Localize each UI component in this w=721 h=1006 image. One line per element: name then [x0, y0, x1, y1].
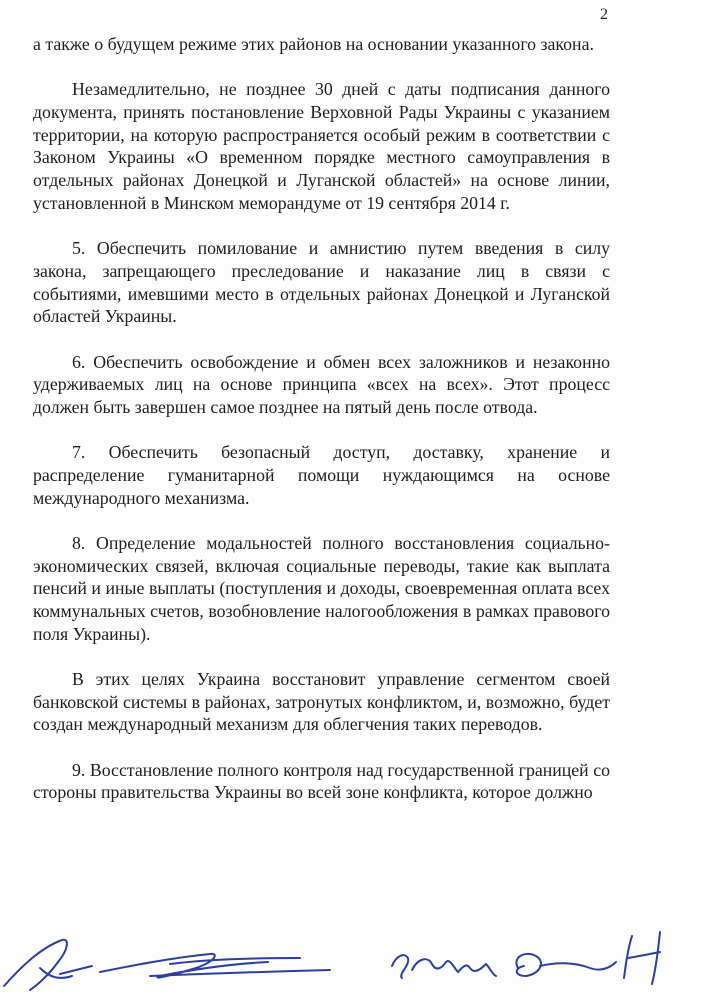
signature-5	[624, 932, 660, 984]
page-number: 2	[600, 6, 608, 23]
signature-1	[4, 940, 92, 990]
paragraph-point-9: 9. Восстановление полного контроля над государственной границей со стороны правительства Украины во всей зоне конфликта, которое должно	[33, 759, 610, 803]
paragraph-banking: В этих целях Украина восстановит управление сегментом своей банковской системы в районах, затронутых конфликтом, и, возможно, будет создан международный механизм для облегчения таких переводов.	[33, 669, 610, 735]
paragraph-point-7: 7. Обеспечить безопасный доступ, доставку, хранение и распределение гуманитарной помощи нуждающимся на основе международного механизма.	[33, 442, 610, 508]
paragraph-point-8: 8. Определение модальностей полного восстановления социально-экономических связей, включая социальные переводы, такие как выплата пенсий и иные выплаты (поступления и доходы, своевременная оплата всех коммунальных счетов, возобновление налогообложения в рамках правового поля Украины).	[33, 532, 610, 644]
paragraph-continuation: а также о будущем режиме этих районов на основании указанного закона.	[33, 34, 594, 54]
signature-2	[100, 954, 330, 978]
signatures-area	[0, 928, 721, 1006]
paragraph-resolution: Незамедлительно, не позднее 30 дней с даты подписания данного документа, принять постановление Верховной Рады Украины с указанием территории, на которую распространяется особый режим в соответствии с Законом Украины «О временном порядке местного самоуправления в отдельных районах Донецкой и Луганской областей» на основе линии, установленной в Минском меморандуме от 19 сентября 2014 г.	[33, 79, 610, 213]
signatures-svg	[0, 928, 721, 1006]
paragraph-point-5: 5. Обеспечить помилование и амнистию путем введения в силу закона, запрещающего преследование и наказание лиц в связи с событиями, имевшими место в отдельных районах Донецкой и Луганской областей Украины.	[33, 238, 610, 327]
signature-4	[516, 954, 616, 976]
signature-3	[392, 955, 496, 978]
paragraph-point-6: 6. Обеспечить освобождение и обмен всех заложников и незаконно удерживаемых лиц на основе принципа «всех на всех». Этот процесс должен быть завершен самое позднее на пятый день после отвода.	[33, 351, 610, 417]
document-body	[33, 33, 610, 827]
